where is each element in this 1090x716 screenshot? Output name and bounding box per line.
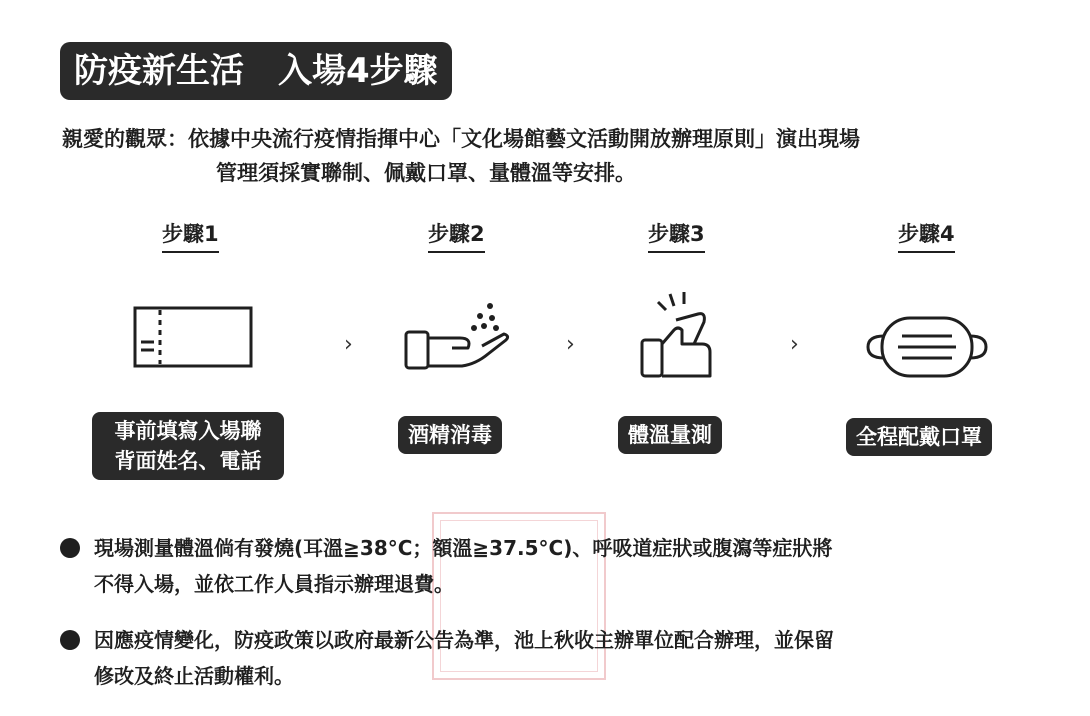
step-1-caption — [92, 412, 284, 480]
chevron-right-icon: › — [790, 332, 799, 357]
chevron-right-icon: › — [344, 332, 353, 357]
step-3-caption: 體溫量測 — [618, 416, 722, 454]
intro-text — [62, 122, 1062, 190]
thermometer-hand-icon — [636, 290, 722, 382]
step-2-caption: 酒精消毒 — [398, 416, 502, 454]
step-4-label: 步驟4 — [898, 218, 955, 253]
notice-item-line-1: 因應疫情變化，防疫政策以政府最新公告為準，池上秋收主辦單位配合辦理，並保留 — [94, 628, 834, 652]
step-4-caption: 全程配戴口罩 — [846, 418, 992, 456]
notice-item-line-2: 修改及終止活動權利。 — [94, 664, 294, 688]
face-mask-icon — [862, 312, 992, 382]
ticket-icon — [132, 300, 256, 370]
notice-item-line-2: 不得入場，並依工作人員指示辦理退費。 — [94, 572, 454, 596]
chevron-right-icon: › — [566, 332, 575, 357]
intro-line-2: 管理須採實聯制、佩戴口罩、量體溫等安排。 — [216, 161, 636, 185]
step-1-caption-line-1: 事前填寫入場聯 — [114, 419, 262, 443]
step-1-label: 步驟1 — [162, 218, 219, 253]
step-1-caption-line-2: 背面姓名、電話 — [114, 449, 262, 473]
notice-item — [60, 530, 1060, 602]
step-2-label: 步驟2 — [428, 218, 485, 253]
step-3-label: 步驟3 — [648, 218, 705, 253]
bullet-icon — [60, 630, 80, 650]
page-title: 防疫新生活 入場4步驟 — [60, 42, 452, 100]
notice-item — [60, 622, 1060, 694]
notice-item-line-1: 現場測量體溫倘有發燒(耳溫≧38°C；額溫≧37.5°C)、呼吸道症狀或腹瀉等症狀將 — [94, 536, 833, 560]
intro-line-1: 親愛的觀眾：依據中央流行疫情指揮中心「文化場館藝文活動開放辦理原則」演出現場 — [62, 127, 860, 151]
hand-sanitizer-icon — [402, 296, 514, 376]
bullet-icon — [60, 538, 80, 558]
